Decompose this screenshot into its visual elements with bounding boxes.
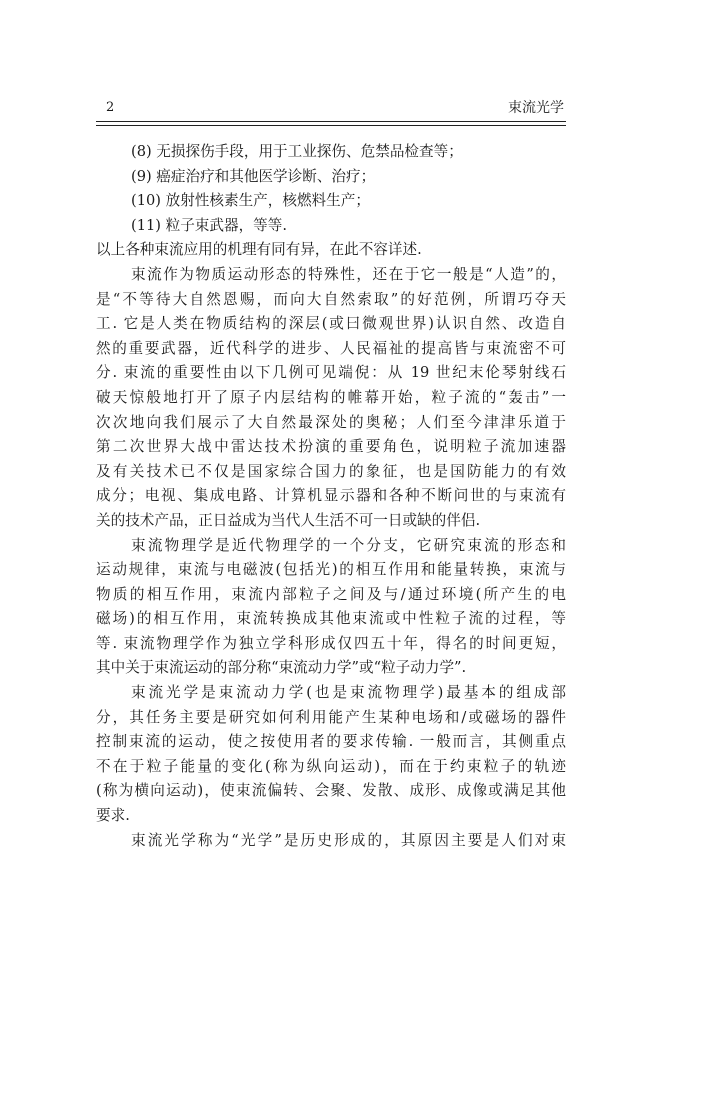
text-line: 然的重要武器，近代科学的进步、人民福祉的提高皆与束流密不可 (96, 339, 566, 357)
text-line: 及有关技术已不仅是国家综合国力的象征，也是国防能力的有效 (96, 462, 566, 480)
text-line: 束流作为物质运动形态的特殊性，还在于它一般是“人造”的， (131, 265, 566, 283)
paragraph-3 (96, 681, 566, 829)
list-item: (11) 粒子束武器，等等. (131, 216, 287, 234)
text-line: 束流光学是束流动力学(也是束流物理学)最基本的组成部 (131, 684, 566, 702)
page-number: 2 (106, 100, 115, 115)
paragraph-1 (96, 263, 566, 534)
text-line: 分，其任务主要是研究如何利用能产生某种电场和/或磁场的器件 (96, 708, 566, 726)
text-line: 次次地向我们展示了大自然最深处的奥秘；人们至今津津乐道于 (96, 413, 566, 431)
text-line: 磁场)的相互作用，束流转换成其他束流或中性粒子流的过程，等 (96, 610, 566, 628)
running-title: 束流光学 (508, 100, 564, 116)
text-line: 破天惊般地打开了原子内层结构的帷幕开始，粒子流的“轰击”一 (96, 388, 566, 406)
text-line: 关的技术产品，正日益成为当代人生活不可一日或缺的伴侣. (96, 511, 481, 529)
text-line: 第二次世界大战中雷达技术扮演的重要角色，说明粒子流加速器 (96, 438, 566, 456)
text-line: 束流物理学是近代物理学的一个分支，它研究束流的形态和 (131, 536, 566, 554)
text-line: 要求. (96, 807, 130, 825)
body-text (96, 140, 566, 853)
paragraph-2 (96, 534, 566, 682)
text-line: 束流光学称为“光学”是历史形成的，其原因主要是人们对束 (131, 831, 566, 849)
text-line: 分. 束流的重要性由以下几例可见端倪：从 19 世纪末伦琴射线石 (96, 364, 566, 382)
header-rule-thin (96, 125, 566, 126)
text-line: (称为横向运动)，使束流偏转、会聚、发散、成形、成像或满足其他 (96, 782, 566, 800)
page-header (96, 98, 566, 120)
summary-line: 以上各种束流应用的机理有同有异，在此不容详述. (96, 241, 422, 259)
text-line: 等. 束流物理学作为独立学科形成仅四五十年，得名的时间更短， (96, 634, 566, 652)
text-line: 控制束流的运动，使之按使用者的要求传输. 一般而言，其侧重点 (96, 733, 566, 751)
text-line: 物质的相互作用，束流内部粒子之间及与/通过环境(所产生的电 (96, 585, 566, 603)
paragraph-4 (96, 829, 566, 854)
text-line: 工. 它是人类在物质结构的深层(或曰微观世界)认识自然、改造自 (96, 315, 566, 333)
text-line: 成分；电视、集成电路、计算机显示器和各种不断问世的与束流有 (96, 487, 566, 505)
text-line: 不在于粒子能量的变化(称为纵向运动)，而在于约束粒子的轨迹 (96, 757, 566, 775)
header-rule-thick (96, 121, 566, 122)
list-item: (8) 无损探伤手段，用于工业探伤、危禁品检查等； (131, 143, 463, 160)
text-line: 运动规律，束流与电磁波(包括光)的相互作用和能量转换，束流与 (96, 561, 566, 579)
text-line: 其中关于束流运动的部分称“束流动力学”或“粒子动力学”. (96, 659, 467, 677)
list-item: (10) 放射性核素生产，核燃料生产； (131, 192, 370, 210)
list-item: (9) 癌症治疗和其他医学诊断、治疗； (131, 167, 376, 185)
text-line: 是“不等待大自然恩赐，而向大自然索取”的好范例，所谓巧夺天 (96, 290, 566, 308)
